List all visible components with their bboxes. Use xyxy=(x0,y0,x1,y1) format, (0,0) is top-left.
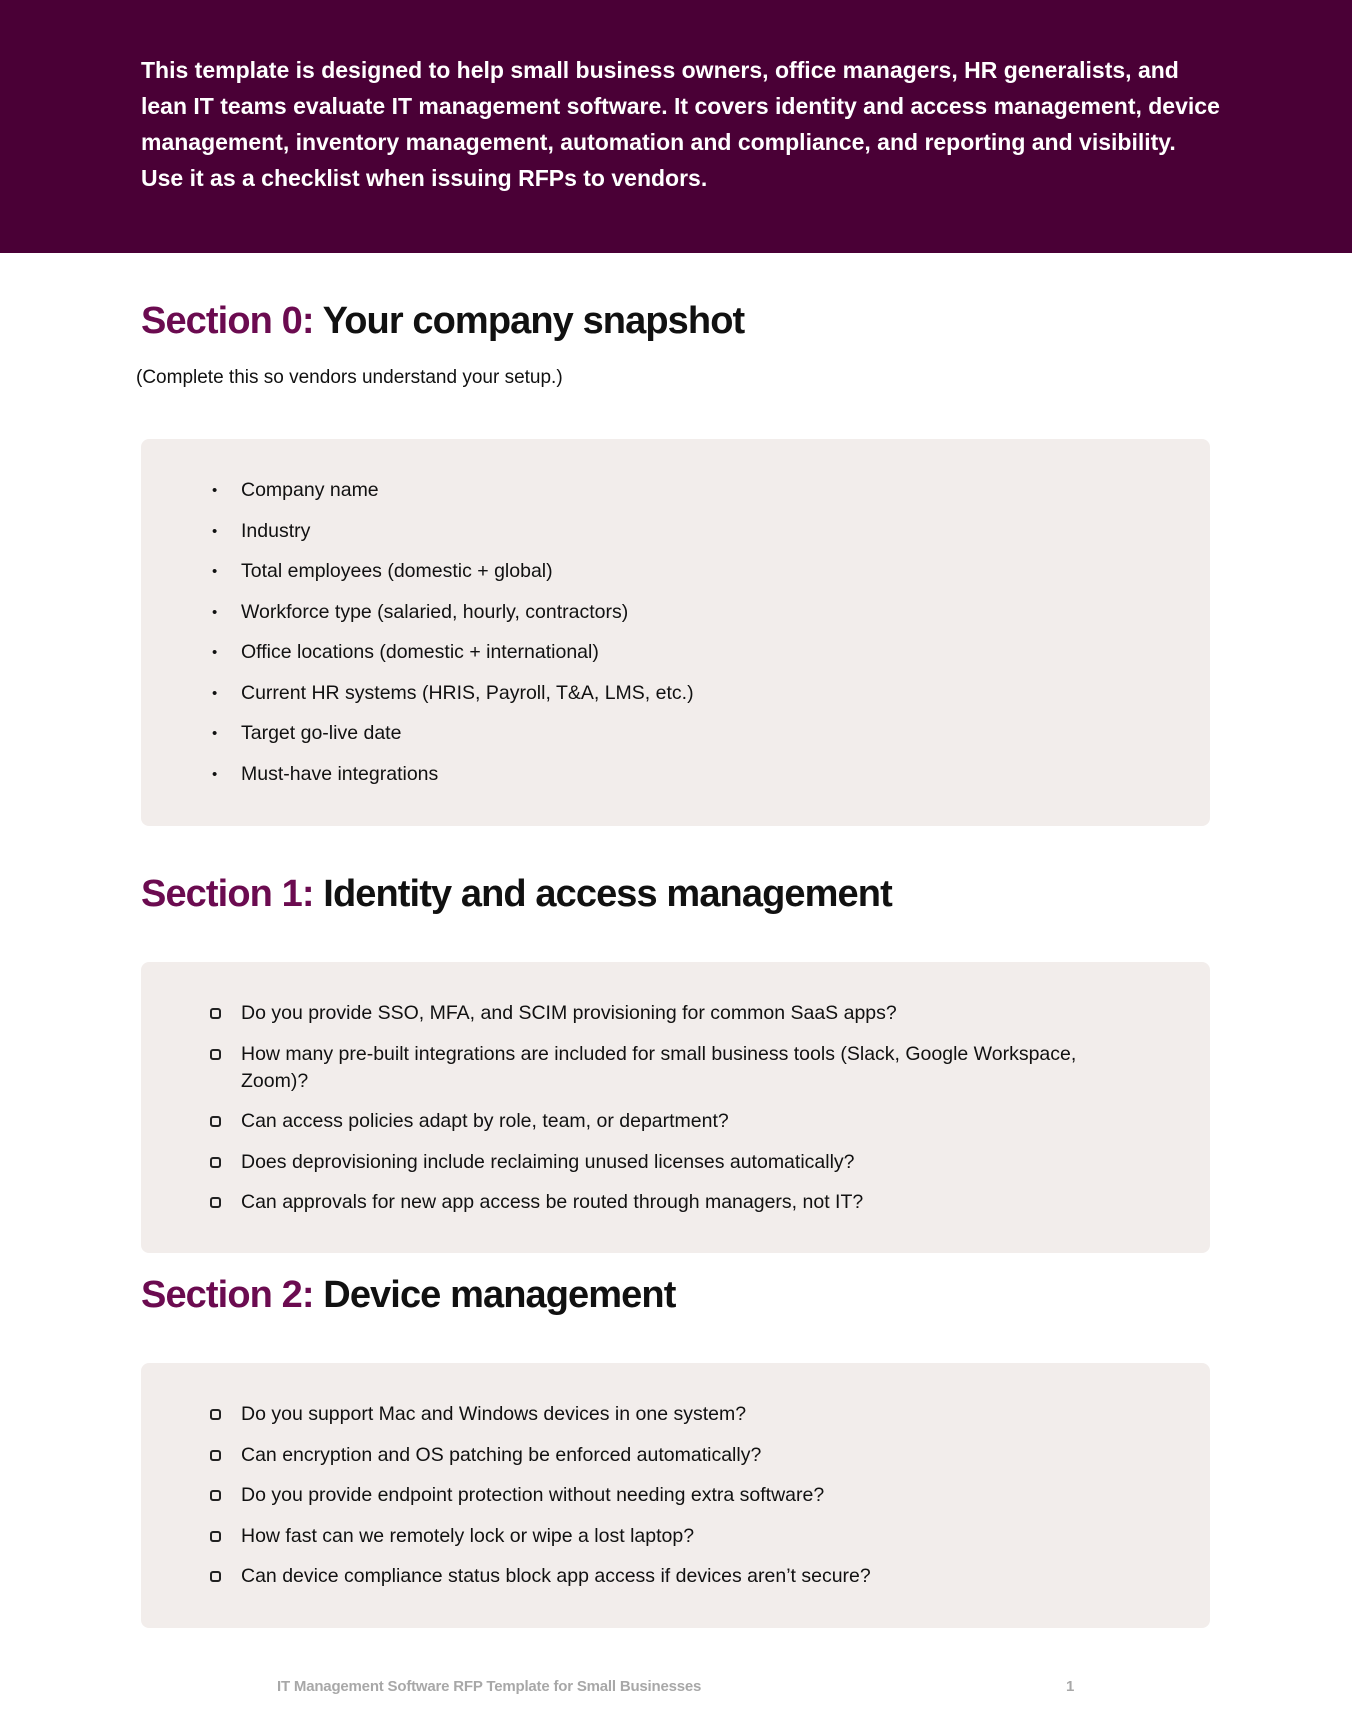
list-item-text: Company name xyxy=(241,479,379,501)
bullet-icon: • xyxy=(212,522,218,540)
checkbox-icon[interactable] xyxy=(210,1450,221,1461)
checklist-item[interactable] xyxy=(141,1000,1210,1027)
list-item-text: Workforce type (salaried, hourly, contractors) xyxy=(241,600,629,623)
checklist-item[interactable] xyxy=(141,1149,1210,1176)
intro-banner xyxy=(0,0,1352,253)
bullet-icon: • xyxy=(212,482,218,499)
bullet-icon: • xyxy=(212,603,218,621)
checkbox-icon[interactable] xyxy=(210,1008,221,1019)
bullet-icon: • xyxy=(212,644,218,661)
device-management-card xyxy=(141,1363,1210,1628)
list-item xyxy=(141,558,1210,585)
list-item-text: Total employees (domestic + global) xyxy=(241,560,553,582)
list-item xyxy=(141,761,1210,788)
checklist-item-text: Do you provide SSO, MFA, and SCIM provisioning for common SaaS apps? xyxy=(241,1002,897,1024)
checklist-item-text: Can device compliance status block app access if devices aren’t secure? xyxy=(241,1565,871,1587)
checkbox-icon[interactable] xyxy=(210,1531,221,1542)
company-snapshot-list xyxy=(141,477,1210,801)
section-2-title: Device management xyxy=(323,1274,676,1316)
checkbox-icon[interactable] xyxy=(210,1049,221,1060)
bullet-icon: • xyxy=(212,725,218,742)
list-item xyxy=(141,680,1210,707)
section-0-heading xyxy=(141,298,744,344)
footer-page-number: 1 xyxy=(1066,1678,1075,1695)
list-item-text: Current HR systems (HRIS, Payroll, T&A, LMS, etc.) xyxy=(241,681,694,704)
section-1-number: Section 1: xyxy=(141,873,314,915)
section-2-heading xyxy=(141,1272,675,1318)
list-item-text: Must-have integrations xyxy=(241,762,439,785)
checklist-item-text: Do you provide endpoint protection without needing extra software? xyxy=(241,1484,825,1506)
device-management-checklist xyxy=(141,1401,1210,1604)
checklist-item[interactable] xyxy=(141,1523,1210,1550)
list-item xyxy=(141,518,1210,545)
checklist-item-text: How fast can we remotely lock or wipe a lost laptop? xyxy=(241,1524,695,1547)
company-snapshot-card xyxy=(141,439,1210,826)
checkbox-icon[interactable] xyxy=(210,1409,221,1420)
list-item xyxy=(141,599,1210,626)
section-0-note: (Complete this so vendors understand your setup.) xyxy=(136,367,563,388)
list-item xyxy=(141,477,1210,504)
checkbox-icon[interactable] xyxy=(210,1116,221,1127)
checklist-item-text: How many pre-built integrations are included for small business tools (Slack, Google Workspace, Zoom)? xyxy=(241,1042,1077,1092)
checklist-item-text: Can encryption and OS patching be enforced automatically? xyxy=(241,1443,762,1466)
footer-doc-title: IT Management Software RFP Template for Small Businesses xyxy=(277,1678,702,1695)
checkbox-icon[interactable] xyxy=(210,1571,221,1582)
list-item-text: Industry xyxy=(241,519,311,542)
checkbox-icon[interactable] xyxy=(210,1157,221,1168)
section-2-number: Section 2: xyxy=(141,1274,314,1316)
checklist-item[interactable] xyxy=(141,1041,1210,1095)
list-item xyxy=(141,720,1210,747)
identity-access-checklist xyxy=(141,1000,1210,1230)
section-0-title: Your company snapshot xyxy=(322,300,745,342)
checklist-item-text: Can access policies adapt by role, team, or department? xyxy=(241,1110,729,1132)
checklist-item-text: Do you support Mac and Windows devices in one system? xyxy=(241,1403,747,1425)
checklist-item[interactable] xyxy=(141,1482,1210,1509)
list-item-text: Target go-live date xyxy=(241,722,402,744)
checklist-item-text: Can approvals for new app access be routed through managers, not IT? xyxy=(241,1191,864,1213)
list-item-text: Office locations (domestic + international) xyxy=(241,641,599,663)
bullet-icon: • xyxy=(212,563,218,580)
checklist-item-text: Does deprovisioning include reclaiming unused licenses automatically? xyxy=(241,1150,855,1173)
checkbox-icon[interactable] xyxy=(210,1197,221,1208)
section-1-heading xyxy=(141,871,892,917)
bullet-icon: • xyxy=(212,765,218,783)
section-1-title: Identity and access management xyxy=(323,873,892,915)
checklist-item[interactable] xyxy=(141,1108,1210,1135)
checkbox-icon[interactable] xyxy=(210,1490,221,1501)
intro-text: This template is designed to help small business owners, office managers, HR generalists, and lean IT teams evaluate IT management software. It covers identity and access management, device management, inventory management, automation and compliance, and reporting and visibility. Use it as a checklist when issuing RFPs to vendors. xyxy=(141,57,1220,191)
bullet-icon: • xyxy=(212,684,218,702)
list-item xyxy=(141,639,1210,666)
checklist-item[interactable] xyxy=(141,1442,1210,1469)
section-0-number: Section 0: xyxy=(141,300,314,342)
identity-access-card xyxy=(141,962,1210,1253)
checklist-item[interactable] xyxy=(141,1401,1210,1428)
checklist-item[interactable] xyxy=(141,1189,1210,1216)
checklist-item[interactable] xyxy=(141,1563,1210,1590)
